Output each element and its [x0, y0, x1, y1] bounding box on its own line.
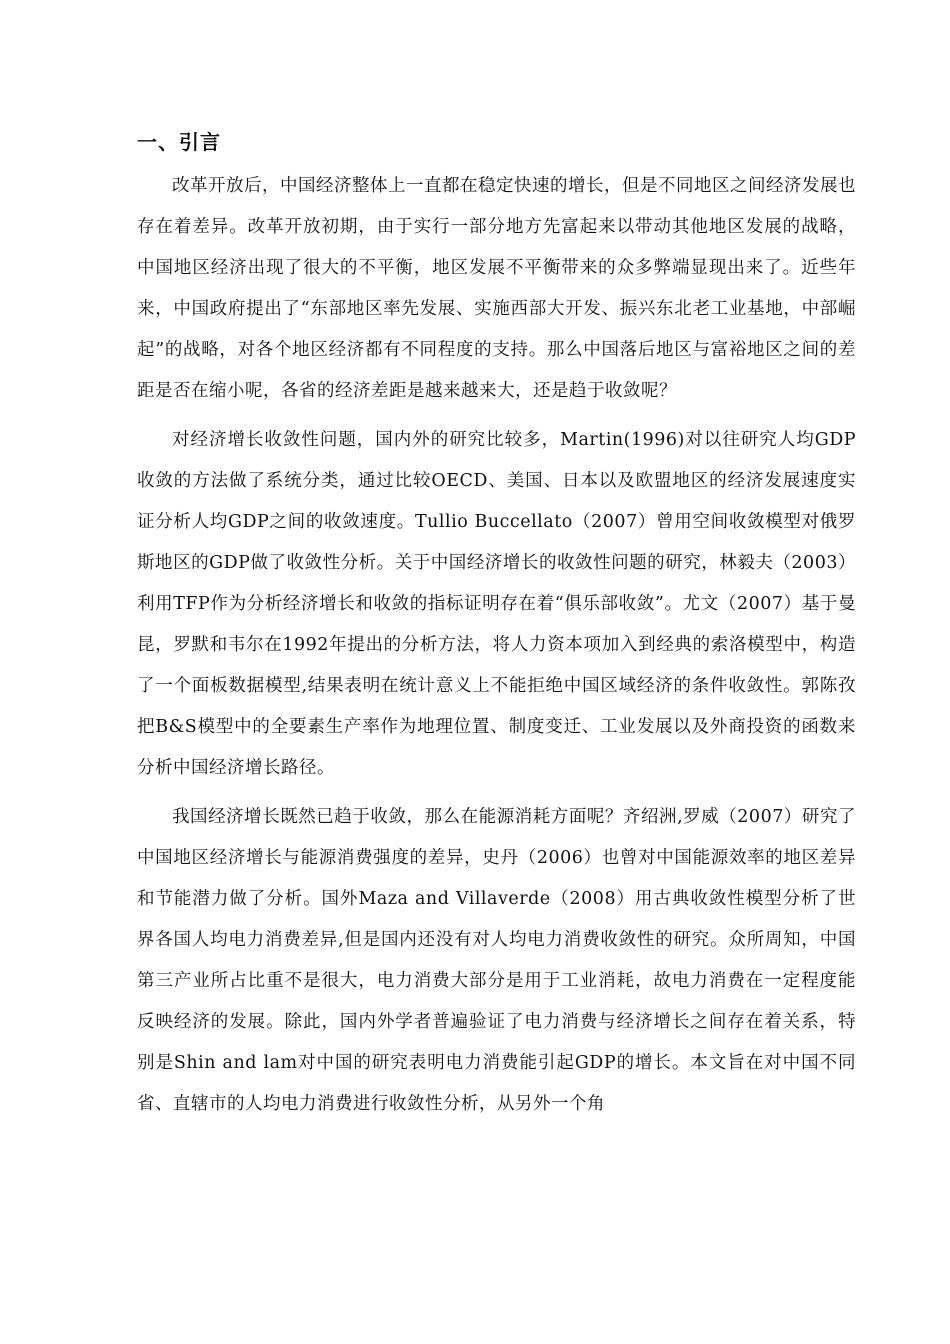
- section-body: [137, 166, 856, 1133]
- paragraph-literature-review: 对经济增长收敛性问题，国内外的研究比较多，Martin(1996)对以往研究人均GDP收敛的方法做了系统分类，通过比较OECD、美国、日本以及欧盟地区的经济发展速度实证分析人均GDP之间的收敛速度。Tullio Buccellato（2007）曾用空间收敛模型对俄罗斯地区的GDP做了收敛性分析。关于中国经济增长的收敛性问题的研究，林毅夫（2003）利用TFP作为分析经济增长和收敛的指标证明存在着“俱乐部收敛”。尤文（2007）基于曼昆，罗默和韦尔在1992年提出的分析方法，将人力资本项加入到经典的索洛模型中，构造了一个面板数据模型,结果表明在统计意义上不能拒绝中国区域经济的条件收敛性。郭陈孜把B&S模型中的全要素生产率作为地理位置、制度变迁、工业发展以及外商投资的函数来分析中国经济增长路径。: [137, 430, 856, 778]
- section-heading: 一、引言: [137, 130, 221, 154]
- paragraph-intro-background: 改革开放后，中国经济整体上一直都在稳定快速的增长，但是不同地区之间经济发展也存在着差异。改革开放初期，由于实行一部分地方先富起来以带动其他地区发展的战略，中国地区经济出现了很大的不平衡，地区发展不平衡带来的众多弊端显现出来了。近些年来，中国政府提出了“东部地区率先发展、实施西部大开发、振兴东北老工业基地，中部崛起”的战略，对各个地区经济都有不同程度的支持。那么中国落后地区与富裕地区之间的差距是否在缩小呢，各省的经济差距是越来越来大，还是趋于收敛呢？: [137, 176, 856, 401]
- paragraph-energy-convergence: 我国经济增长既然已趋于收敛，那么在能源消耗方面呢？齐绍洲,罗威（2007）研究了中国地区经济增长与能源消费强度的差异，史丹（2006）也曾对中国能源效率的地区差异和节能潜力做了分析。国外Maza and Villaverde（2008）用古典收敛性模型分析了世界各国人均电力消费差异,但是国内还没有对人均电力消费收敛性的研究。众所周知，中国第三产业所占比重不是很大，电力消费大部分是用于工业消耗，故电力消费在一定程度能反映经济的发展。除此，国内外学者普遍验证了电力消费与经济增长之间存在着关系，特别是Shin and lam对中国的研究表明电力消费能引起GDP的增长。本文旨在对中国不同省、直辖市的人均电力消费进行收敛性分析，从另外一个角: [137, 807, 856, 1114]
